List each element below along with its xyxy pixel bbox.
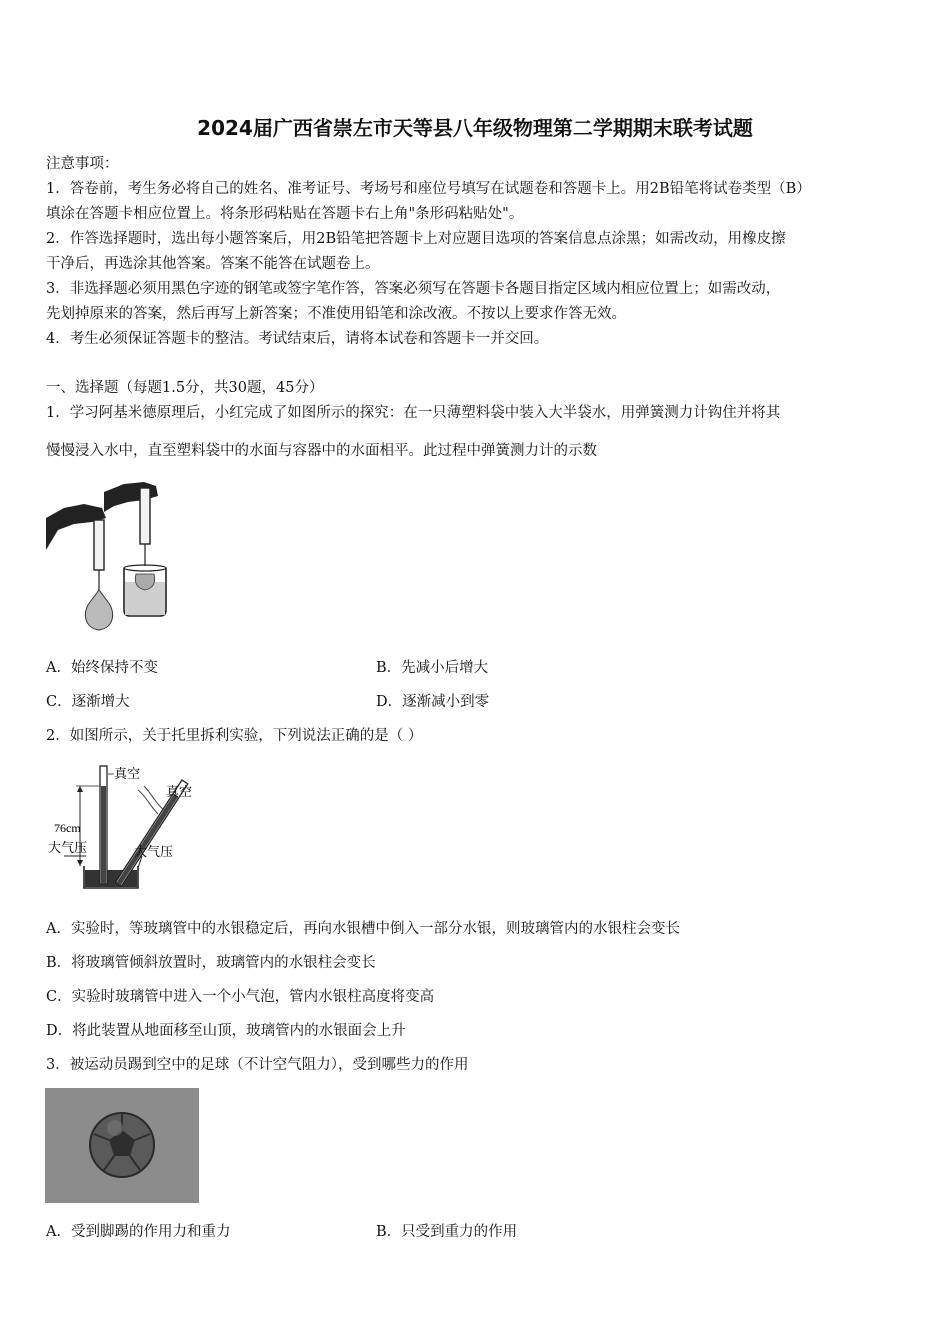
vacuum-label: 真空 <box>114 767 141 782</box>
pressure-label: 大气压 <box>134 845 174 860</box>
q1-stem-line1: 1．学习阿基米德原理后，小红完成了如图所示的探究：在一只薄塑料袋中装入大半袋水，用弹簧测力计钩住并将其 <box>46 405 781 421</box>
height-label: 76cm <box>54 821 81 835</box>
spring-scale-figure <box>44 478 174 638</box>
q2-stem: 2．如图所示，关于托里拆利实验，下列说法正确的是（ ） <box>46 728 423 744</box>
q2-option-b[interactable]: B．将玻璃管倾斜放置时，玻璃管内的水银柱会变长 <box>46 955 376 971</box>
notice-line: 填涂在答题卡相应位置上。将条形码粘贴在答题卡右上角"条形码粘贴处"。 <box>46 206 524 222</box>
vacuum-label: 真空 <box>166 785 193 800</box>
spring-scale-left <box>94 520 104 570</box>
q1-option-c[interactable]: C．逐渐增大 <box>46 694 130 710</box>
q1-option-a[interactable]: A．始终保持不变 <box>46 660 158 676</box>
torricelli-figure <box>46 760 206 896</box>
q2-option-d[interactable]: D．将此装置从地面移至山顶，玻璃管内的水银面会上升 <box>46 1023 406 1039</box>
q1-option-b[interactable]: B．先减小后增大 <box>376 660 489 676</box>
q3-option-b[interactable]: B．只受到重力的作用 <box>376 1224 518 1240</box>
notice-line: 先划掉原来的答案，然后再写上新答案；不准使用铅笔和涂改液。不按以上要求作答无效。 <box>46 306 626 322</box>
notice-line: 1．答卷前，考生务必将自己的姓名、准考证号、考场号和座位号填写在试题卷和答题卡上。用2B铅笔将试卷类型（B） <box>46 181 811 197</box>
page-title: 2024届广西省崇左市天等县八年级物理第二学期期末联考试题 <box>197 116 753 140</box>
q2-option-a[interactable]: A．实验时，等玻璃管中的水银稳定后，再向水银槽中倒入一部分水银，则玻璃管内的水银柱会变长 <box>46 921 680 937</box>
q3-stem: 3．被运动员踢到空中的足球（不计空气阻力），受到哪些力的作用 <box>46 1057 469 1073</box>
notice-line: 2．作答选择题时，选出每小题答案后，用2B铅笔把答题卡上对应题目选项的答案信息点涂黑；如需改动，用橡皮擦 <box>46 231 786 247</box>
pressure-label: 大气压 <box>48 841 88 856</box>
q2-option-c[interactable]: C．实验时玻璃管中进入一个小气泡，管内水银柱高度将变高 <box>46 989 435 1005</box>
water-bag-icon <box>85 590 112 630</box>
q1-option-d[interactable]: D．逐渐减小到零 <box>376 694 490 710</box>
spring-scale-right <box>140 488 150 544</box>
notice-line: 干净后，再选涂其他答案。答案不能答在试题卷上。 <box>46 256 380 272</box>
notice-line: 3．非选择题必须用黑色字迹的钢笔或签字笔作答，答案必须写在答题卡各题目指定区域内相应位置上；如需改动， <box>46 281 781 297</box>
q1-stem-line2: 慢慢浸入水中，直至塑料袋中的水面与容器中的水面相平。此过程中弹簧测力计的示数 <box>46 443 597 459</box>
section-heading: 一、选择题（每题1.5分，共30题，45分） <box>46 380 324 396</box>
notice-heading: 注意事项： <box>46 156 119 172</box>
q3-option-a[interactable]: A．受到脚踢的作用力和重力 <box>46 1224 231 1240</box>
football-figure <box>45 1088 199 1203</box>
notice-line: 4．考生必须保证答题卡的整洁。考试结束后，请将本试卷和答题卡一并交回。 <box>46 331 549 347</box>
